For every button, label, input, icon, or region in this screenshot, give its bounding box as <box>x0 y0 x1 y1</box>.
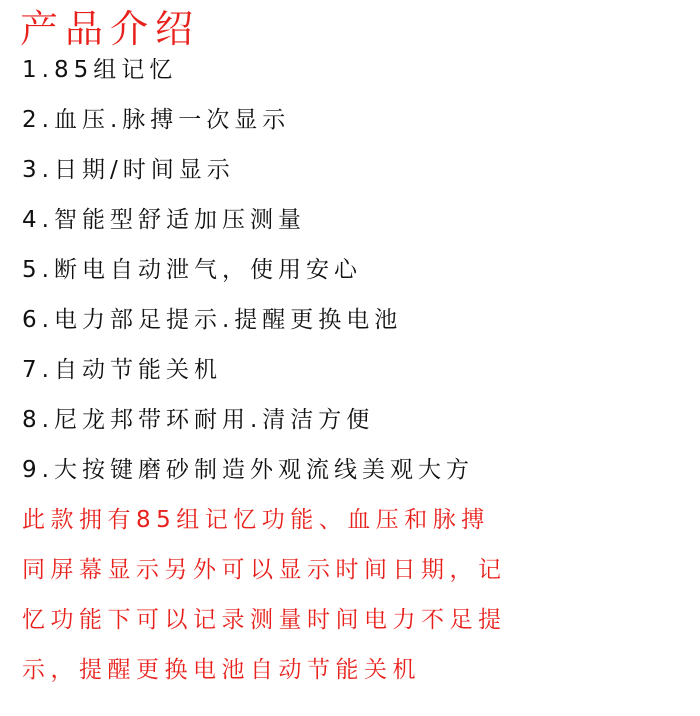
feature-item: 5.断电自动泄气，使用安心 <box>22 257 362 283</box>
feature-item: 2.血压.脉搏一次显示 <box>22 107 291 133</box>
description-line: 此款拥有85组记忆功能、血压和脉搏 <box>22 507 490 533</box>
feature-item: 7.自动节能关机 <box>22 357 222 383</box>
feature-item: 3.日期/时间显示 <box>22 157 235 183</box>
feature-item: 8.尼龙邦带环耐用.清洁方便 <box>22 407 375 433</box>
description-line: 忆功能下可以记录测量时间电力不足提 <box>22 607 507 633</box>
description-line: 同屏幕显示另外可以显示时间日期，记 <box>22 557 507 583</box>
feature-item: 4.智能型舒适加压测量 <box>22 207 306 233</box>
page-title: 产品介绍 <box>20 7 201 51</box>
product-description <box>22 503 682 703</box>
feature-list <box>22 53 682 503</box>
description-line: 示，提醒更换电池自动节能关机 <box>22 657 421 683</box>
feature-item: 9.大按键磨砂制造外观流线美观大方 <box>22 457 474 483</box>
feature-item: 6.电力部足提示.提醒更换电池 <box>22 307 403 333</box>
feature-item: 1.85组记忆 <box>22 57 178 83</box>
